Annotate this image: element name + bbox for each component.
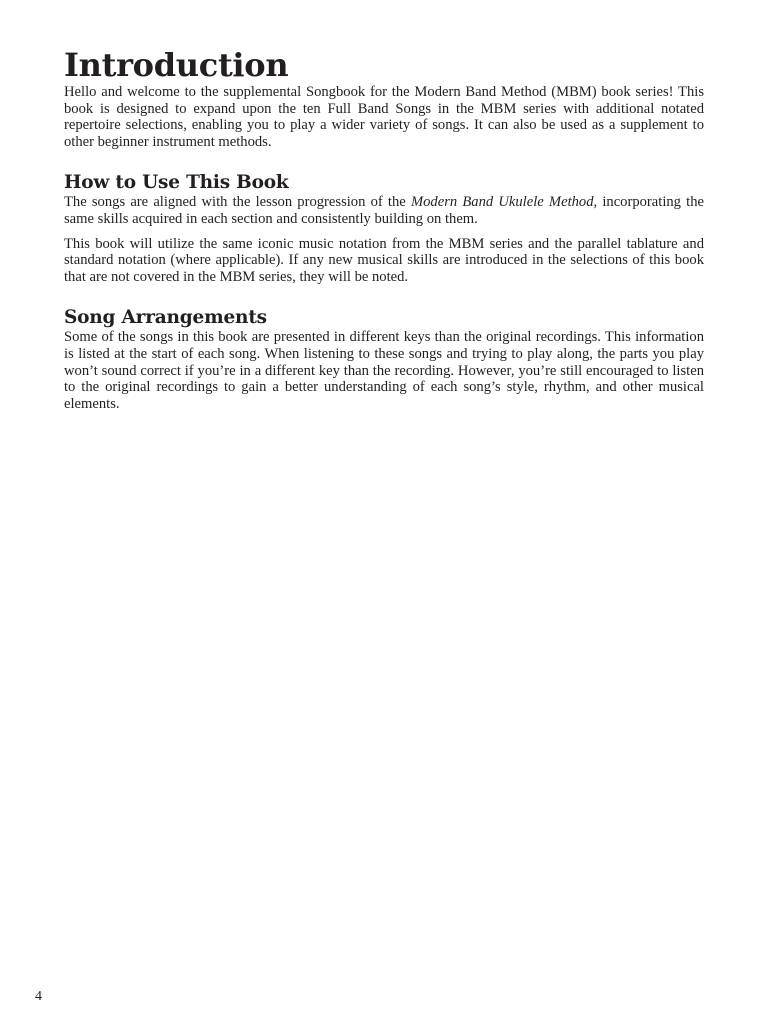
page-content xyxy=(64,46,704,412)
how-to-use-paragraph-1 xyxy=(64,194,704,227)
how-to-use-text-after: , incorporating the same skills acquired in each section and consistently building on them. xyxy=(64,194,704,227)
how-to-use-paragraph-2: This book will utilize the same iconic music notation from the MBM series and the parallel tablature and standard notation (where applicable). If any new musical skills are introduced in the selections of this book that are not covered in the MBM series, they will be noted. xyxy=(64,235,704,285)
song-arrangements-paragraph: Some of the songs in this book are presented in different keys than the original recordings. This information is listed at the start of each song. When listening to these songs and trying to play along, the parts you play won’t sound correct if you’re in a different key than the recording. However, you’re still encouraged to listen to the original recordings to gain a better understanding of each song’s style, rhythm, and other musical elements. xyxy=(64,329,704,412)
page-title: Introduction xyxy=(64,46,289,84)
song-arrangements-heading: Song Arrangements xyxy=(64,307,267,329)
how-to-use-text-before: The songs are aligned with the lesson progression of the xyxy=(64,194,411,211)
introduction-paragraph: Hello and welcome to the supplemental Songbook for the Modern Band Method (MBM) book series! This book is designed to expand upon the ten Full Band Songs in the MBM series with additional notated repertoire selections, enabling you to play a wider variety of songs. It can also be used as a supplement to other beginner instrument methods. xyxy=(64,84,704,150)
book-title-italic: Modern Band Ukulele Method xyxy=(410,194,594,211)
how-to-use-heading: How to Use This Book xyxy=(64,172,289,194)
page-number: 4 xyxy=(35,989,42,1004)
how-to-use-section xyxy=(64,172,704,285)
song-arrangements-section xyxy=(64,307,704,412)
